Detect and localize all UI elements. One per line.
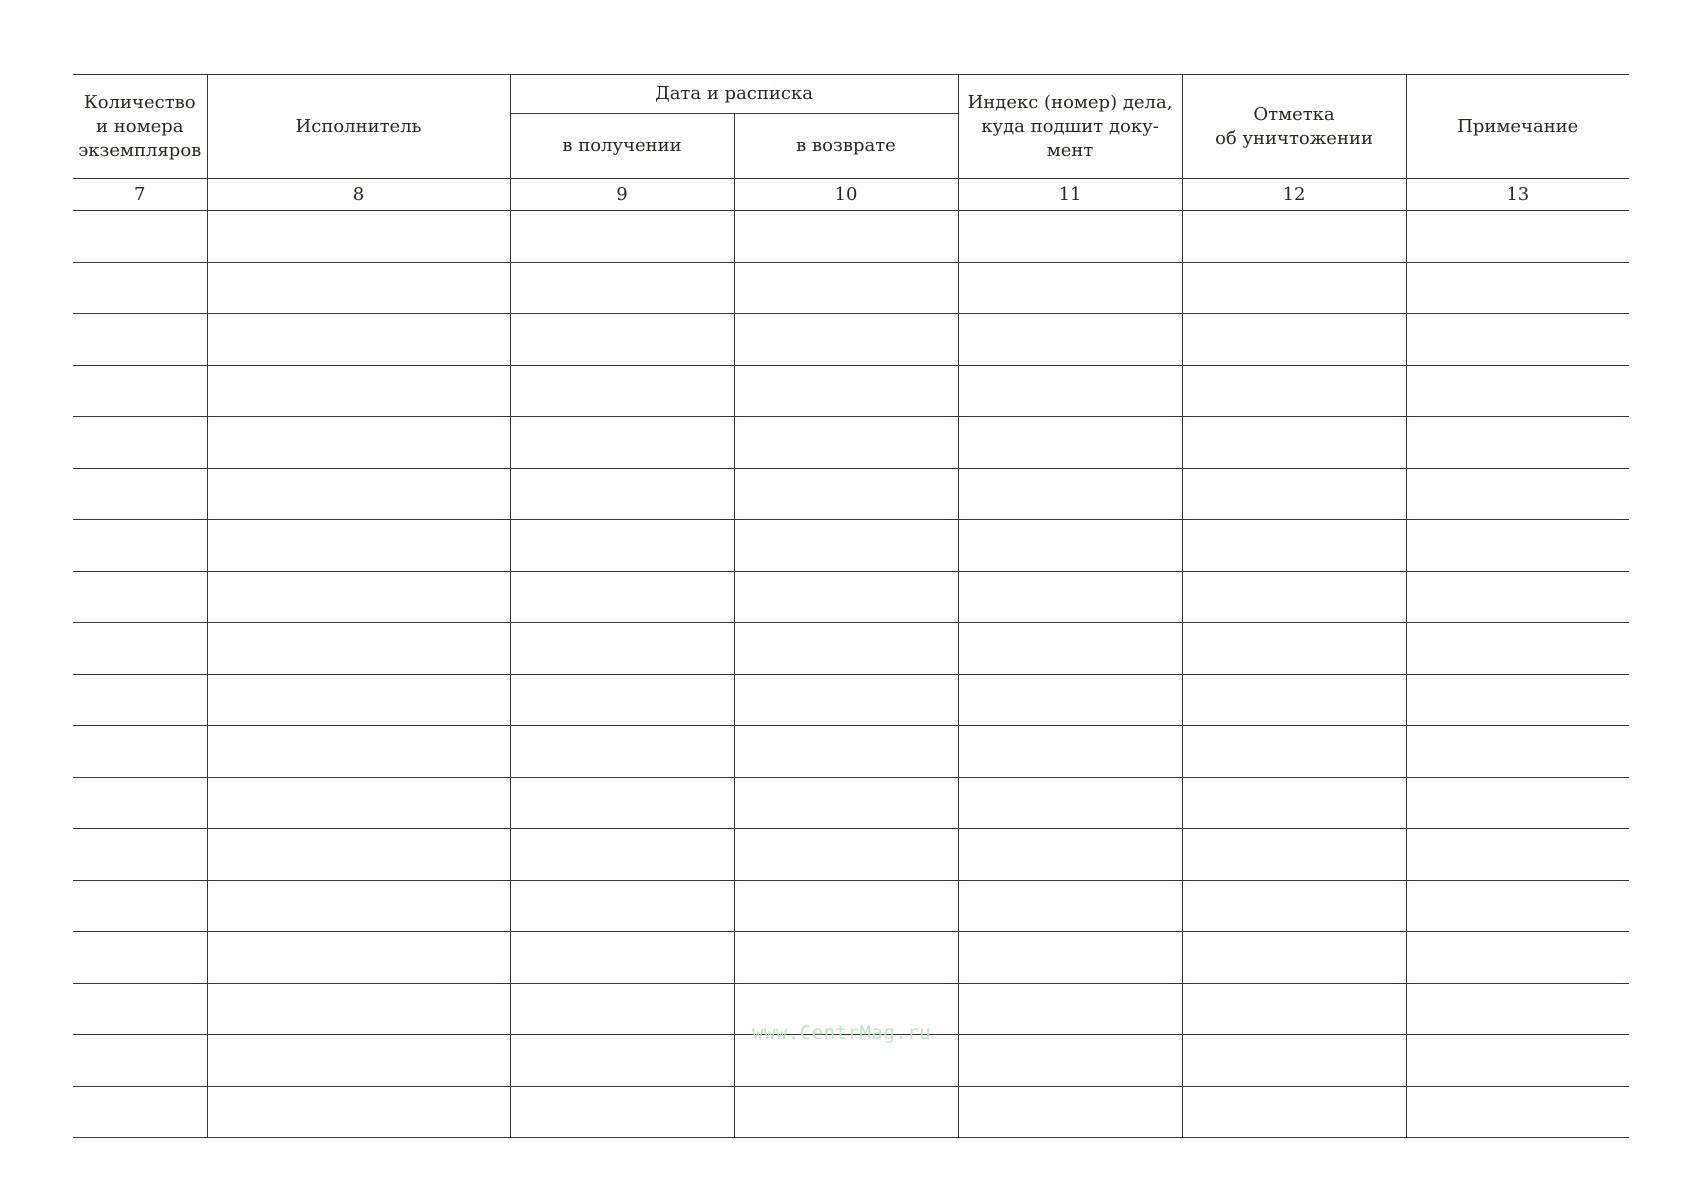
empty-cell[interactable] (734, 777, 958, 829)
empty-cell[interactable] (207, 571, 510, 623)
empty-cell[interactable] (1406, 777, 1629, 829)
table-row (73, 623, 1629, 675)
empty-cell[interactable] (734, 262, 958, 314)
table-row (73, 932, 1629, 984)
empty-cell[interactable] (73, 262, 207, 314)
empty-cell[interactable] (1182, 1086, 1406, 1138)
empty-cell[interactable] (1406, 365, 1629, 417)
empty-cell[interactable] (1182, 417, 1406, 469)
empty-cell[interactable] (1406, 932, 1629, 984)
empty-cell[interactable] (207, 211, 510, 263)
empty-cell[interactable] (1182, 623, 1406, 675)
empty-cell[interactable] (958, 674, 1182, 726)
empty-cell[interactable] (1182, 829, 1406, 881)
empty-cell[interactable] (958, 932, 1182, 984)
empty-cell[interactable] (734, 571, 958, 623)
empty-cell[interactable] (510, 726, 734, 778)
empty-cell[interactable] (1182, 468, 1406, 520)
empty-cell[interactable] (73, 880, 207, 932)
empty-cell[interactable] (1406, 211, 1629, 263)
empty-cell[interactable] (207, 777, 510, 829)
empty-cell[interactable] (958, 468, 1182, 520)
table-row (73, 211, 1629, 263)
empty-cell[interactable] (958, 211, 1182, 263)
empty-cell[interactable] (510, 983, 734, 1035)
empty-cell[interactable] (207, 520, 510, 572)
empty-cell[interactable] (958, 1086, 1182, 1138)
empty-cell[interactable] (207, 1086, 510, 1138)
empty-cell[interactable] (510, 829, 734, 881)
empty-cell[interactable] (1182, 983, 1406, 1035)
empty-cell[interactable] (510, 365, 734, 417)
empty-cell[interactable] (73, 777, 207, 829)
empty-cell[interactable] (1406, 1086, 1629, 1138)
empty-cell[interactable] (510, 314, 734, 366)
empty-cell[interactable] (734, 726, 958, 778)
empty-cell[interactable] (1406, 1035, 1629, 1087)
empty-cell[interactable] (734, 880, 958, 932)
column-number: 7 (73, 179, 207, 211)
empty-cell[interactable] (207, 674, 510, 726)
empty-cell[interactable] (207, 623, 510, 675)
table-row (73, 262, 1629, 314)
empty-cell[interactable] (510, 674, 734, 726)
column-number: 12 (1182, 179, 1406, 211)
empty-cell[interactable] (1406, 829, 1629, 881)
empty-cell[interactable] (510, 932, 734, 984)
empty-cell[interactable] (73, 932, 207, 984)
header-case-index: Индекс (номер) дела, куда подшит доку- мент (958, 75, 1182, 179)
empty-cell[interactable] (510, 623, 734, 675)
empty-cell[interactable] (958, 726, 1182, 778)
empty-cell[interactable] (1406, 726, 1629, 778)
header-note: Примечание (1406, 75, 1629, 179)
empty-cell[interactable] (1406, 314, 1629, 366)
empty-cell[interactable] (510, 777, 734, 829)
empty-cell[interactable] (1182, 880, 1406, 932)
empty-cell[interactable] (73, 365, 207, 417)
empty-cell[interactable] (1406, 880, 1629, 932)
empty-cell[interactable] (1182, 211, 1406, 263)
header-copies: Количество и номера экземпляров (73, 75, 207, 179)
empty-cell[interactable] (958, 417, 1182, 469)
empty-cell[interactable] (510, 1035, 734, 1087)
header-returned: в возврате (734, 114, 958, 179)
empty-cell[interactable] (734, 314, 958, 366)
empty-cell[interactable] (207, 880, 510, 932)
empty-cell[interactable] (1406, 674, 1629, 726)
empty-cell[interactable] (1406, 571, 1629, 623)
empty-cell[interactable] (734, 674, 958, 726)
empty-cell[interactable] (207, 468, 510, 520)
empty-cell[interactable] (1182, 571, 1406, 623)
column-number: 8 (207, 179, 510, 211)
empty-cell[interactable] (73, 1086, 207, 1138)
table-row (73, 880, 1629, 932)
empty-cell[interactable] (207, 417, 510, 469)
empty-cell[interactable] (1406, 983, 1629, 1035)
empty-cell[interactable] (207, 314, 510, 366)
empty-cell[interactable] (510, 211, 734, 263)
empty-cell[interactable] (1406, 468, 1629, 520)
empty-cell[interactable] (734, 417, 958, 469)
header-date-group: Дата и расписка (510, 75, 958, 114)
empty-cell[interactable] (73, 726, 207, 778)
column-number: 9 (510, 179, 734, 211)
empty-cell[interactable] (1182, 262, 1406, 314)
empty-cell[interactable] (734, 932, 958, 984)
empty-cell[interactable] (207, 365, 510, 417)
empty-cell[interactable] (510, 880, 734, 932)
empty-cell[interactable] (734, 623, 958, 675)
empty-cell[interactable] (958, 880, 1182, 932)
empty-cell[interactable] (958, 983, 1182, 1035)
table-row (73, 520, 1629, 572)
empty-cell[interactable] (510, 1086, 734, 1138)
empty-cell[interactable] (1182, 365, 1406, 417)
empty-cell[interactable] (1182, 777, 1406, 829)
empty-cell[interactable] (1406, 520, 1629, 572)
table-row (73, 571, 1629, 623)
empty-cell[interactable] (958, 571, 1182, 623)
empty-cell[interactable] (958, 365, 1182, 417)
empty-cell[interactable] (73, 983, 207, 1035)
empty-cell[interactable] (510, 468, 734, 520)
empty-cell[interactable] (1182, 674, 1406, 726)
empty-cell[interactable] (1182, 314, 1406, 366)
empty-cell[interactable] (958, 777, 1182, 829)
table-row (73, 365, 1629, 417)
empty-cell[interactable] (958, 829, 1182, 881)
column-number: 11 (958, 179, 1182, 211)
watermark-text: www.CentrMag.ru (752, 1022, 932, 1044)
empty-cell[interactable] (958, 623, 1182, 675)
empty-cell[interactable] (510, 571, 734, 623)
empty-cell[interactable] (510, 262, 734, 314)
table-row (73, 314, 1629, 366)
empty-cell[interactable] (734, 520, 958, 572)
table-row (73, 777, 1629, 829)
empty-cell[interactable] (207, 1035, 510, 1087)
header-received: в получении (510, 114, 734, 179)
empty-cell[interactable] (510, 520, 734, 572)
empty-cell[interactable] (207, 932, 510, 984)
empty-cell[interactable] (207, 262, 510, 314)
empty-cell[interactable] (73, 1035, 207, 1087)
column-number: 10 (734, 179, 958, 211)
empty-cell[interactable] (73, 520, 207, 572)
empty-cell[interactable] (73, 314, 207, 366)
table-row (73, 829, 1629, 881)
empty-cell[interactable] (207, 829, 510, 881)
empty-cell[interactable] (1182, 1035, 1406, 1087)
table-row (73, 674, 1629, 726)
empty-cell[interactable] (958, 1035, 1182, 1087)
empty-cell[interactable] (734, 829, 958, 881)
empty-cell[interactable] (73, 468, 207, 520)
empty-cell[interactable] (734, 1086, 958, 1138)
empty-cell[interactable] (73, 674, 207, 726)
ledger-table (73, 74, 1629, 1138)
empty-cell[interactable] (1182, 932, 1406, 984)
empty-cell[interactable] (73, 623, 207, 675)
empty-cell[interactable] (734, 211, 958, 263)
header-destruction-mark: Отметка об уничтожении (1182, 75, 1406, 179)
empty-cell[interactable] (1406, 623, 1629, 675)
ledger-form (73, 74, 1629, 1138)
empty-cell[interactable] (73, 571, 207, 623)
empty-cell[interactable] (958, 520, 1182, 572)
empty-cell[interactable] (734, 468, 958, 520)
column-number: 13 (1406, 179, 1629, 211)
empty-cell[interactable] (958, 314, 1182, 366)
ledger-body (73, 211, 1629, 1138)
empty-cell[interactable] (734, 365, 958, 417)
empty-cell[interactable] (1182, 726, 1406, 778)
column-numbers-row (73, 179, 1629, 211)
empty-cell[interactable] (1406, 262, 1629, 314)
empty-cell[interactable] (73, 829, 207, 881)
table-row (73, 726, 1629, 778)
table-row (73, 417, 1629, 469)
empty-cell[interactable] (1406, 417, 1629, 469)
empty-cell[interactable] (207, 983, 510, 1035)
empty-cell[interactable] (73, 417, 207, 469)
empty-cell[interactable] (73, 211, 207, 263)
empty-cell[interactable] (207, 726, 510, 778)
empty-cell[interactable] (958, 262, 1182, 314)
header-executor: Исполнитель (207, 75, 510, 179)
empty-cell[interactable] (1182, 520, 1406, 572)
empty-cell[interactable] (510, 417, 734, 469)
table-row (73, 468, 1629, 520)
table-row (73, 1086, 1629, 1138)
